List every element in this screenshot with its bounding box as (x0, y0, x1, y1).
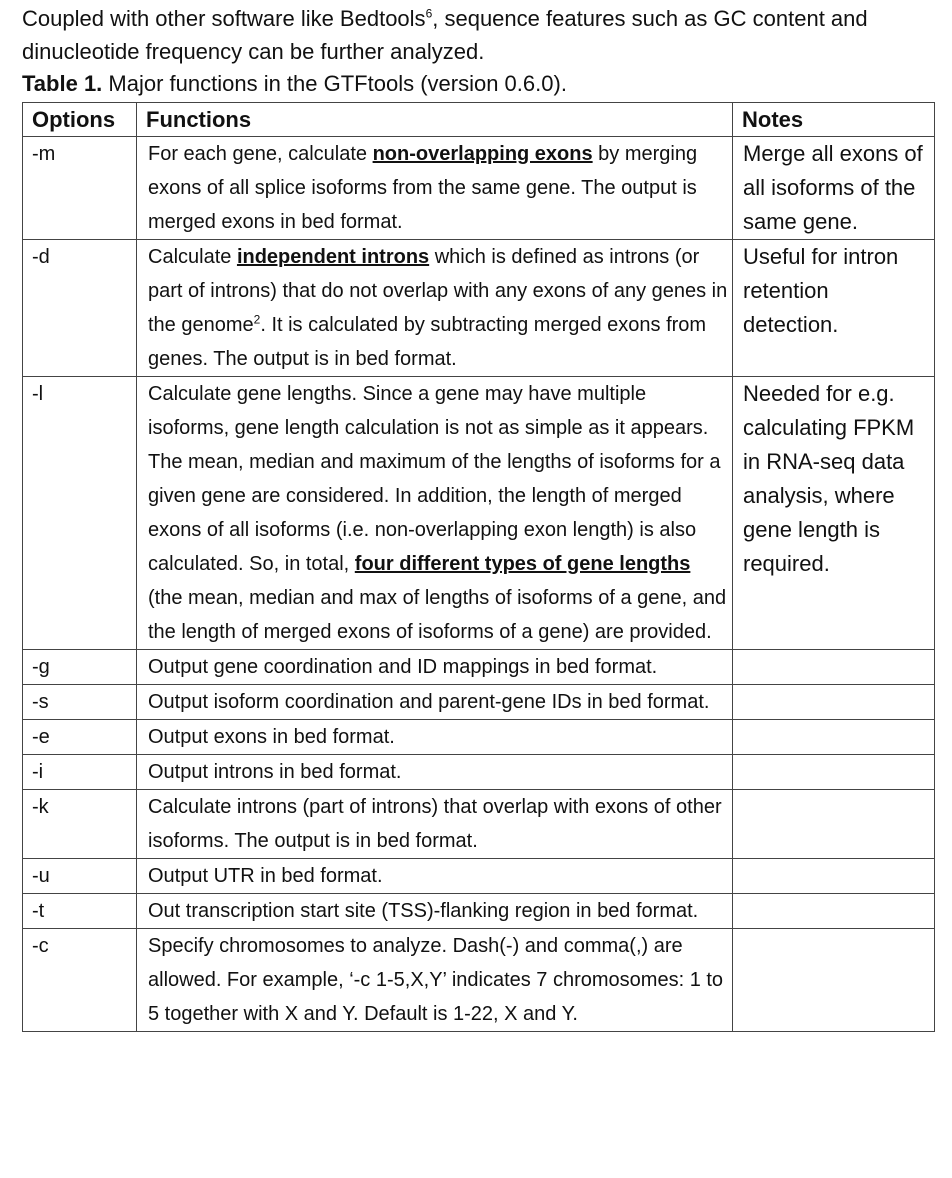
table-header-row (23, 103, 935, 137)
note-cell (733, 894, 935, 929)
table-row (23, 755, 935, 790)
header-functions: Functions (137, 103, 733, 137)
intro-paragraph (22, 2, 932, 68)
function-text: Output gene coordination and ID mappings in bed format. (148, 656, 658, 678)
function-cell (137, 685, 733, 720)
note-cell (733, 929, 935, 1032)
function-cell (137, 137, 733, 240)
function-text: Calculate introns (part of introns) that overlap with exons of other isoforms. The output is in bed format. (148, 796, 722, 852)
function-cell (137, 894, 733, 929)
table-row (23, 720, 935, 755)
function-cell (137, 650, 733, 685)
function-cell (137, 720, 733, 755)
table-row (23, 240, 935, 377)
function-text: Output isoform coordination and parent-gene IDs in bed format. (148, 691, 710, 713)
function-cell (137, 929, 733, 1032)
option-cell: -k (23, 790, 137, 859)
note-cell (733, 859, 935, 894)
note-cell (733, 790, 935, 859)
function-text: Out transcription start site (TSS)-flanking region in bed format. (148, 900, 699, 922)
function-text: (the mean, median and max of lengths of isoforms of a gene, and the length of merged exons of isoforms of a gene) are provided. (148, 587, 727, 643)
function-text: by merging exons of all splice isoforms from the same gene. The output is merged exons in bed format. (148, 143, 698, 233)
function-text: which is defined as introns (or part of introns) that do not overlap with any exons of any genes in the genome (148, 246, 728, 336)
function-text: Specify chromosomes to analyze. Dash(-) and comma(,) are allowed. For example, ‘-c 1-5,X,Y’ indicates 7 chromosomes: 1 to 5 together with X and Y. Default is 1-22, X and Y. (148, 935, 724, 1025)
table-caption-label: Table 1. (22, 71, 103, 96)
functions-table (22, 102, 935, 1032)
function-cell (137, 240, 733, 377)
option-cell: -g (23, 650, 137, 685)
note-cell (733, 720, 935, 755)
function-highlight: independent introns (236, 246, 430, 268)
note-cell (733, 685, 935, 720)
function-text: For each gene, calculate (148, 143, 373, 165)
function-citation: 2 (253, 312, 261, 327)
intro-citation: 6 (425, 6, 433, 21)
function-text: Output introns in bed format. (148, 761, 402, 783)
table-row (23, 929, 935, 1032)
option-cell: -m (23, 137, 137, 240)
option-cell: -c (23, 929, 137, 1032)
option-cell: -u (23, 859, 137, 894)
function-cell (137, 377, 733, 650)
intro-text-part2: , sequence features such as GC content and dinucleotide frequency can be further analyzed. (22, 6, 868, 64)
table-caption-text: Major functions in the GTFtools (version 0.6.0). (102, 71, 567, 96)
table-row (23, 377, 935, 650)
table-row (23, 650, 935, 685)
function-highlight: non-overlapping exons (372, 143, 593, 165)
note-cell: Merge all exons of all isoforms of the same gene. (733, 137, 935, 240)
table-row (23, 685, 935, 720)
option-cell: -e (23, 720, 137, 755)
table-row (23, 137, 935, 240)
note-cell: Needed for e.g. calculating FPKM in RNA-seq data analysis, where gene length is required. (733, 377, 935, 650)
function-text: Calculate gene lengths. Since a gene may have multiple isoforms, gene length calculation is not as simple as it appears. The mean, median and maximum of the lengths of isoforms for a given gene are considered. In addition, the length of merged exons of all isoforms (i.e. non-overlapping exon length) is also calculated. So, in total, (148, 383, 721, 575)
option-cell: -s (23, 685, 137, 720)
option-cell: -i (23, 755, 137, 790)
table-row (23, 859, 935, 894)
note-cell (733, 650, 935, 685)
header-notes: Notes (733, 103, 935, 137)
function-cell (137, 859, 733, 894)
option-cell: -t (23, 894, 137, 929)
intro-text-part1: Coupled with other software like Bedtools (22, 6, 426, 31)
table-row (23, 790, 935, 859)
header-options: Options (23, 103, 137, 137)
option-cell: -l (23, 377, 137, 650)
function-highlight: four different types of gene lengths (354, 553, 691, 575)
function-cell (137, 755, 733, 790)
function-text: Calculate (148, 246, 237, 268)
table-body (23, 137, 935, 1032)
function-text: Output UTR in bed format. (148, 865, 383, 887)
note-cell: Useful for intron retention detection. (733, 240, 935, 377)
function-cell (137, 790, 733, 859)
function-text: . It is calculated by subtracting merged exons from genes. The output is in bed format. (148, 314, 707, 370)
note-cell (733, 755, 935, 790)
table-caption (22, 68, 932, 100)
option-cell: -d (23, 240, 137, 377)
table-row (23, 894, 935, 929)
function-text: Output exons in bed format. (148, 726, 395, 748)
